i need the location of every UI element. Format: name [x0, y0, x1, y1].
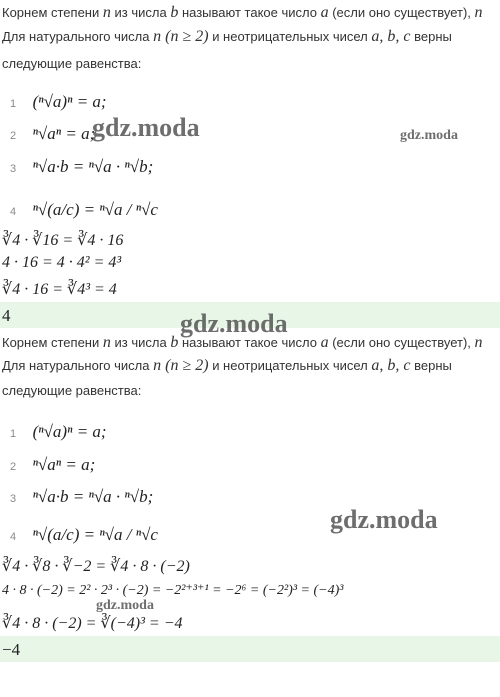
watermark-logo: gdz.moda [180, 309, 288, 338]
formula-item-4: 4 ⁿ√(a/c) = ⁿ√a / ⁿ√c [10, 200, 158, 219]
watermark-logo: gdz.moda [96, 598, 154, 613]
intro-line-3: следующие равенства: [2, 56, 142, 71]
watermark-logo: gdz.moda [330, 505, 438, 534]
formula-item-2: 2 ⁿ√aⁿ = a; [10, 455, 96, 474]
calc-line-2: 4 · 16 = 4 · 4² = 4³ [2, 254, 122, 271]
intro-line-2: Для натурального числа n (n ≥ 2) и неотрицательных чисел a, b, c верны [2, 28, 452, 45]
answer-2: −4 [2, 640, 21, 659]
calc-line-1: ∛4 · ∛8 · ∛−2 = ∛4 · 8 · (−2) [2, 558, 190, 575]
intro-line-3: следующие равенства: [2, 383, 142, 398]
calc-line-1: ∛4 · ∛16 = ∛4 · 16 [2, 232, 124, 249]
watermark-logo: gdz.moda [92, 113, 200, 142]
intro-line-1: Корнем степени n из числа b называют такое число a (если оно существует), n [2, 334, 483, 351]
formula-item-1: 1 (ⁿ√a)ⁿ = a; [10, 92, 107, 111]
formula-item-4: 4 ⁿ√(a/c) = ⁿ√a / ⁿ√c [10, 525, 158, 544]
formula-item-1: 1 (ⁿ√a)ⁿ = a; [10, 422, 107, 441]
intro-line-2: Для натурального числа n (n ≥ 2) и неотрицательных чисел a, b, c верны [2, 357, 452, 374]
calc-line-3: ∛4 · 16 = ∛4³ = 4 [2, 281, 117, 298]
answer-bar-2 [0, 636, 500, 662]
calc-line-2: 4 · 8 · (−2) = 2² · 2³ · (−2) = −2²⁺³⁺¹ = −2⁶ = (−2²)³ = (−4)³ [2, 583, 344, 598]
intro-line-1: Корнем степени n из числа b называют такое число a (если оно существует), n [2, 4, 483, 21]
formula-item-2: 2 ⁿ√aⁿ = a; [10, 124, 96, 143]
answer-1: 4 [2, 306, 11, 325]
calc-line-3: ∛4 · 8 · (−2) = ∛(−4)³ = −4 [2, 615, 183, 632]
watermark-logo: gdz.moda [400, 128, 458, 143]
formula-item-3: 3 ⁿ√a·b = ⁿ√a · ⁿ√b; [10, 487, 154, 506]
formula-item-3: 3 ⁿ√a·b = ⁿ√a · ⁿ√b; [10, 157, 154, 176]
